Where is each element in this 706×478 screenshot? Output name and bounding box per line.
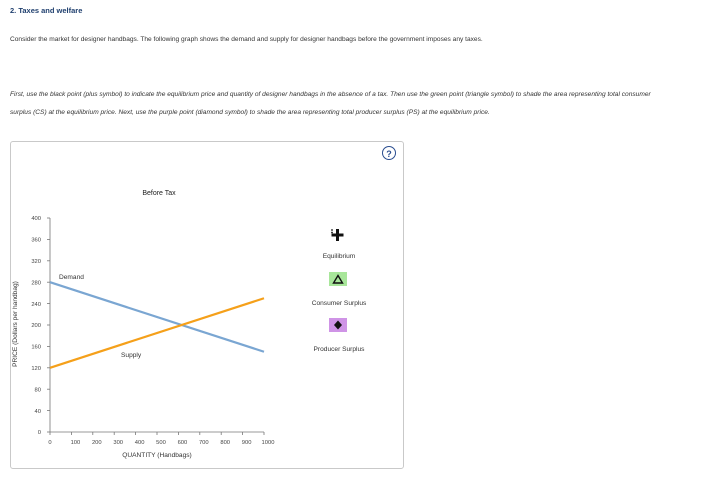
y-tick-label: 280 [31,280,41,287]
y-tick-label: 320 [31,259,41,265]
demand-label: Demand [59,274,84,281]
x-tick-label: 400 [134,440,145,446]
y-axis-label: PRICE (Dollars per handbag) [12,281,19,367]
x-tick-label: 500 [156,440,166,446]
consumer-surplus-tool[interactable] [329,272,347,286]
y-tick-label: 80 [34,387,41,394]
y-tick-label: 120 [31,366,41,372]
x-axis-label: QUANTITY (Handbags) [122,452,192,459]
supply-label: Supply [121,352,142,359]
producer-surplus-label: Producer Surplus [313,346,365,353]
chart-title: Before Tax [142,190,176,197]
equilibrium-tool[interactable] [329,228,347,244]
plus-icon [331,229,343,241]
equilibrium-label: Equilibrium [322,253,356,260]
y-tick-label: 0 [37,430,41,437]
question-heading: 2. Taxes and welfare [10,6,83,15]
y-tick-label: 160 [31,344,41,351]
x-tick-label: 1000 [261,440,275,446]
y-tick-label: 240 [31,301,41,308]
intro-text: Consider the market for designer handbags. The following graph shows the demand and supply for designer handbags before the government imposes any taxes. [10,36,483,43]
x-tick-label: 900 [241,440,252,446]
y-tick-label: 40 [34,408,41,415]
instructions-text: First, use the black point (plus symbol) to indicate the equilibrium price and quantity of designer handbags in the absence of a tax. Then use the green point (triangle symbol) to shade the area representing total consumer surplus (CS) at the equilibrium price. Next, use the purple point (diamond symbol) to shade the area representing total producer surplus (PS) at the equilibrium price. [10,91,651,116]
x-tick-label: 200 [91,440,102,446]
y-tick-label: 200 [31,323,41,330]
x-tick-label: 600 [177,440,188,446]
x-tick-label: 0 [48,440,52,446]
x-tick-label: 100 [70,440,81,446]
y-tick-label: 360 [31,237,41,244]
help-button[interactable]: ? [382,146,396,160]
x-tick-label: 300 [113,440,124,446]
consumer-surplus-label: Consumer Surplus [311,300,367,307]
y-tick-label: 400 [31,216,41,223]
producer-surplus-tool[interactable] [329,318,347,332]
x-tick-label: 700 [198,440,209,446]
x-tick-label: 800 [220,440,231,446]
